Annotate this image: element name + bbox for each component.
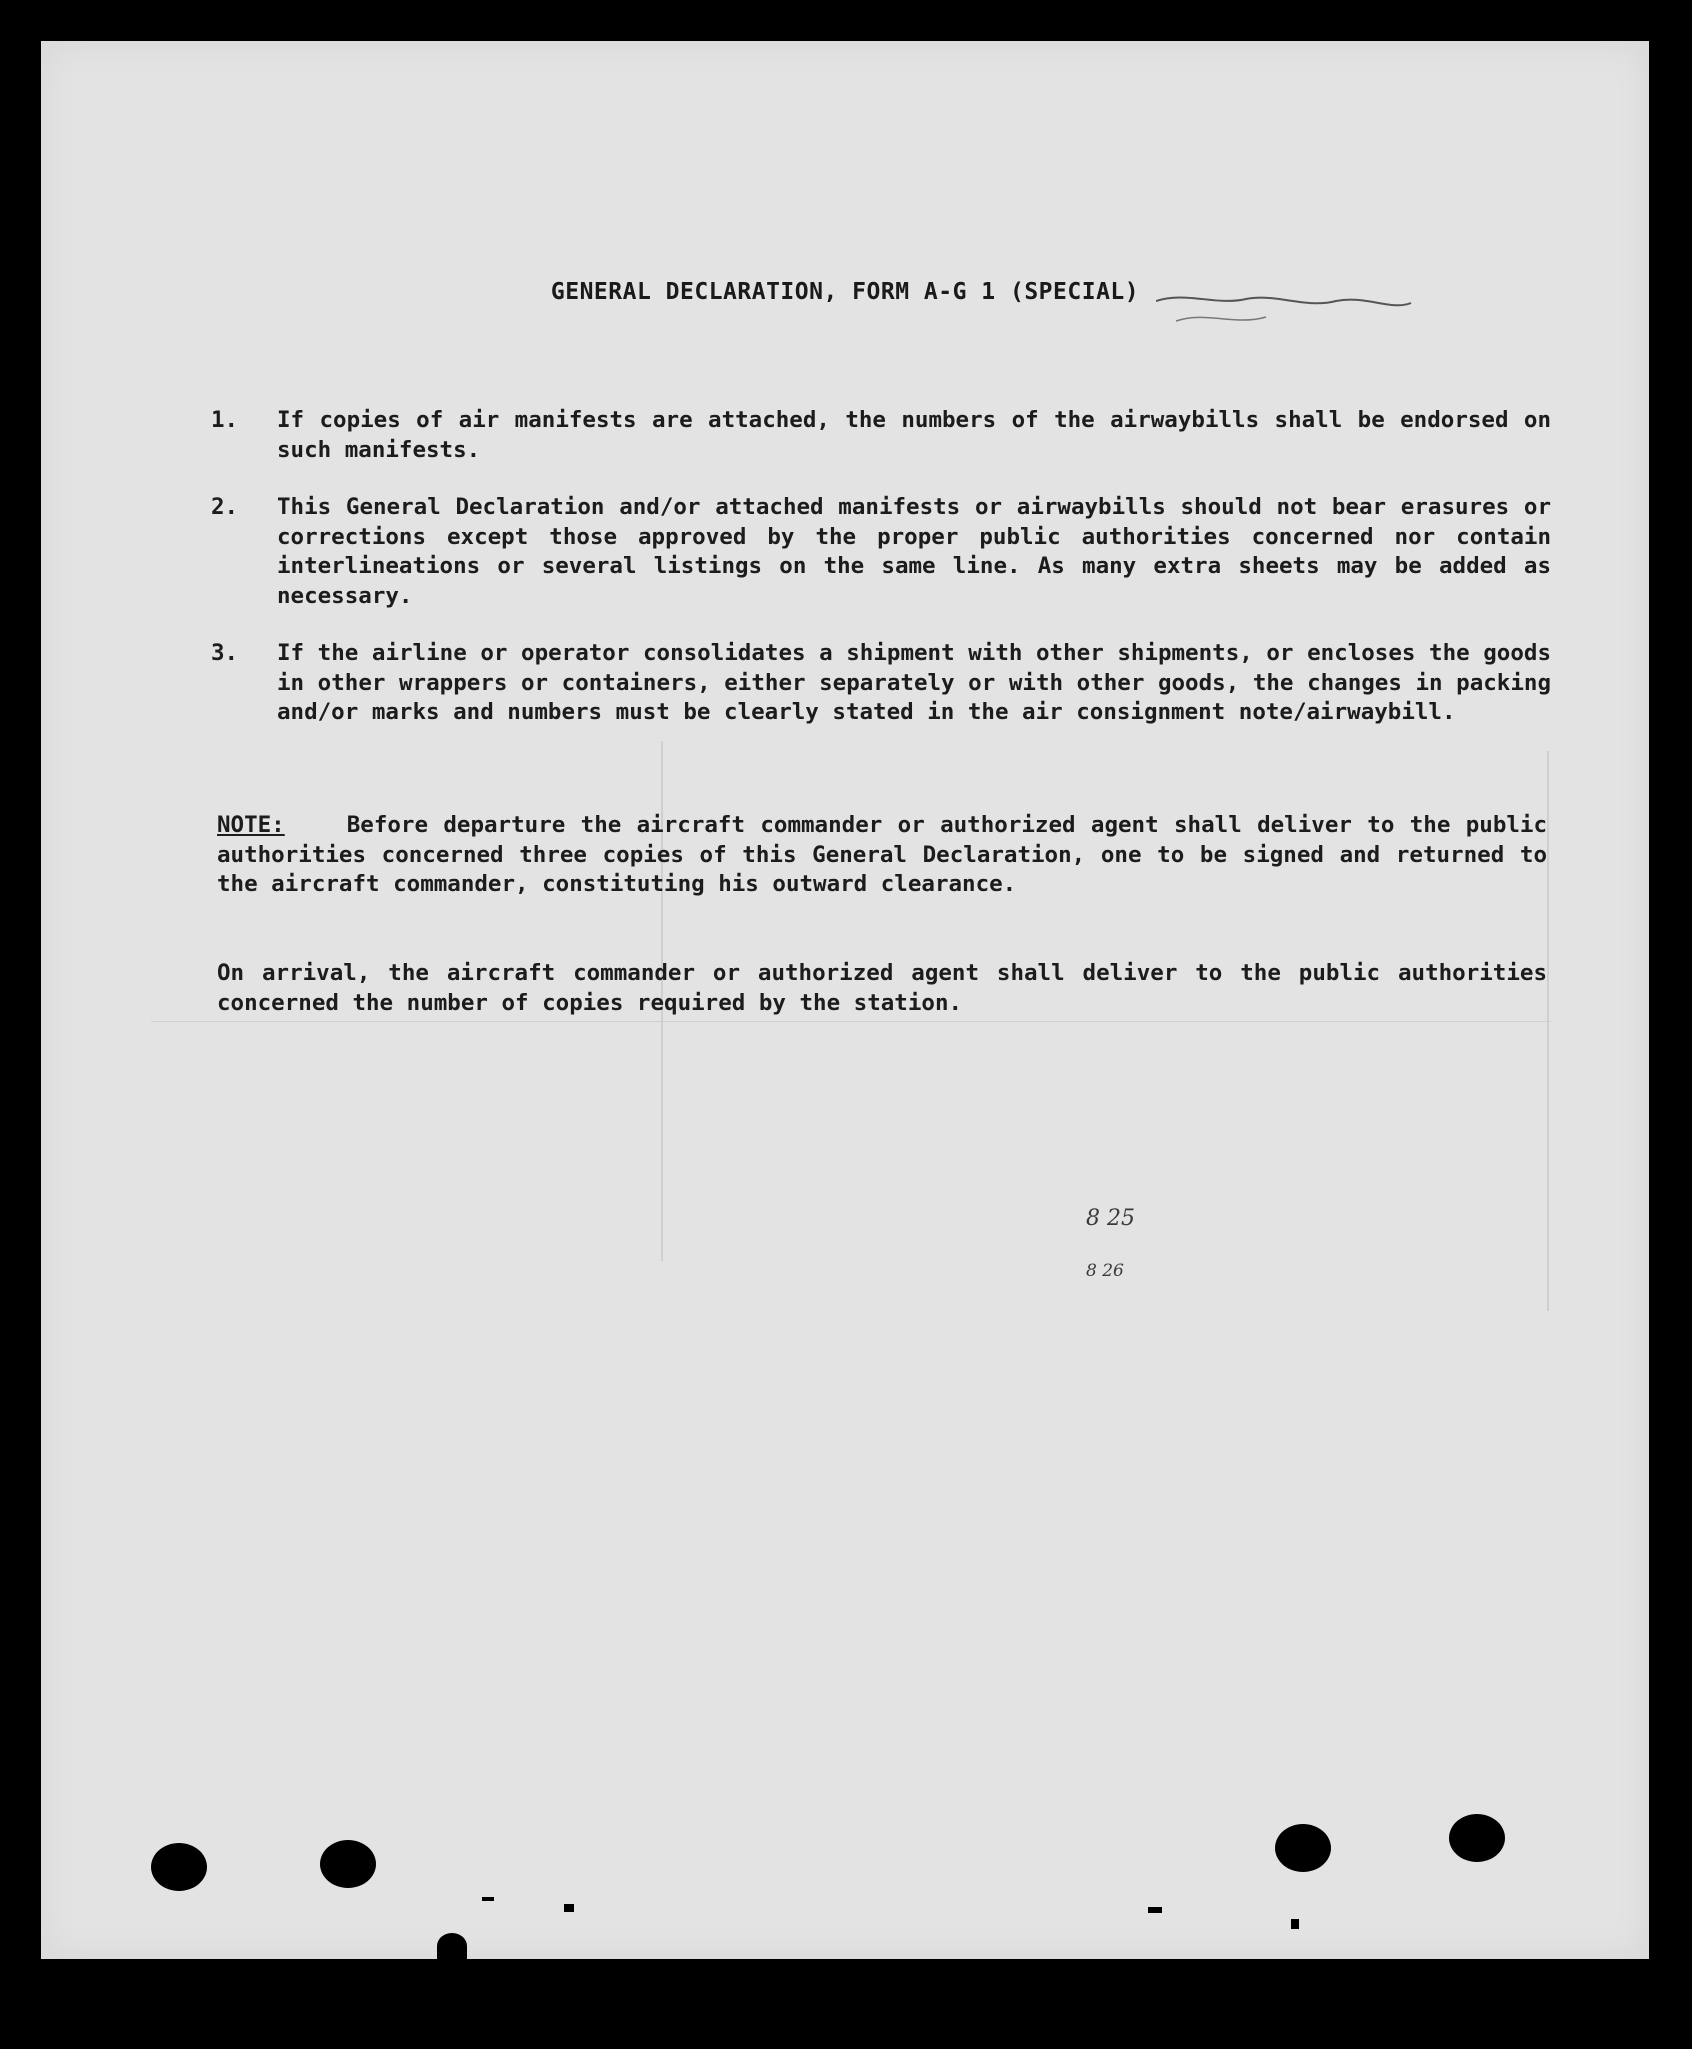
speck [437,1933,467,1959]
item-number: 2. [211,494,239,520]
handwritten-note: 8 25 [1086,1206,1135,1231]
bleed-through-line [151,1021,1551,1022]
note-label: NOTE: [217,812,285,838]
item-text: If copies of air manifests are attached, the numbers of the airwaybills shall be endorsed on such manifests. [277,407,1551,463]
list-item [211,406,1551,465]
punch-hole [320,1840,376,1888]
arrival-paragraph: On arrival, the aircraft commander or authorized agent shall deliver to the public authorities concerned the number of copies required by the station. [217,960,1547,1016]
item-text: This General Declaration and/or attached manifests or airwaybills should not bear erasures or corrections except those approved by the proper public authorities concerned nor contain interlineations or several listings on the same line. As many extra sheets may be added as necessary. [277,494,1551,609]
punch-hole [1449,1814,1505,1862]
punch-hole [151,1843,207,1891]
note-paragraph [217,811,1547,900]
bleed-through-line [1547,751,1549,1311]
handwritten-note: 8 26 [1086,1261,1124,1281]
handwritten-scribble [1156,281,1416,351]
item-text: If the airline or operator consolidates a shipment with other shipments, or encloses the goods in other wrappers or containers, either separately or with other goods, the changes in packing and/or marks and numbers must be clearly stated in the air consignment note/airwaybill. [277,640,1551,725]
speck [1148,1907,1162,1913]
punch-hole [1275,1824,1331,1872]
form-title: GENERAL DECLARATION, FORM A-G 1 (SPECIAL) [550,279,1140,305]
speck [1291,1919,1299,1929]
note-text: Before departure the aircraft commander or authorized agent shall deliver to the public authorities concerned three copies of this General Declaration, one to be signed and returned to the aircraft commander, constituting his outward clearance. [217,812,1547,897]
item-number: 3. [211,640,239,666]
instruction-list [211,406,1551,756]
speck [564,1904,574,1912]
speck [482,1897,494,1901]
list-item [211,493,1551,611]
item-number: 1. [211,407,239,433]
document-page [41,41,1649,1959]
list-item [211,639,1551,728]
